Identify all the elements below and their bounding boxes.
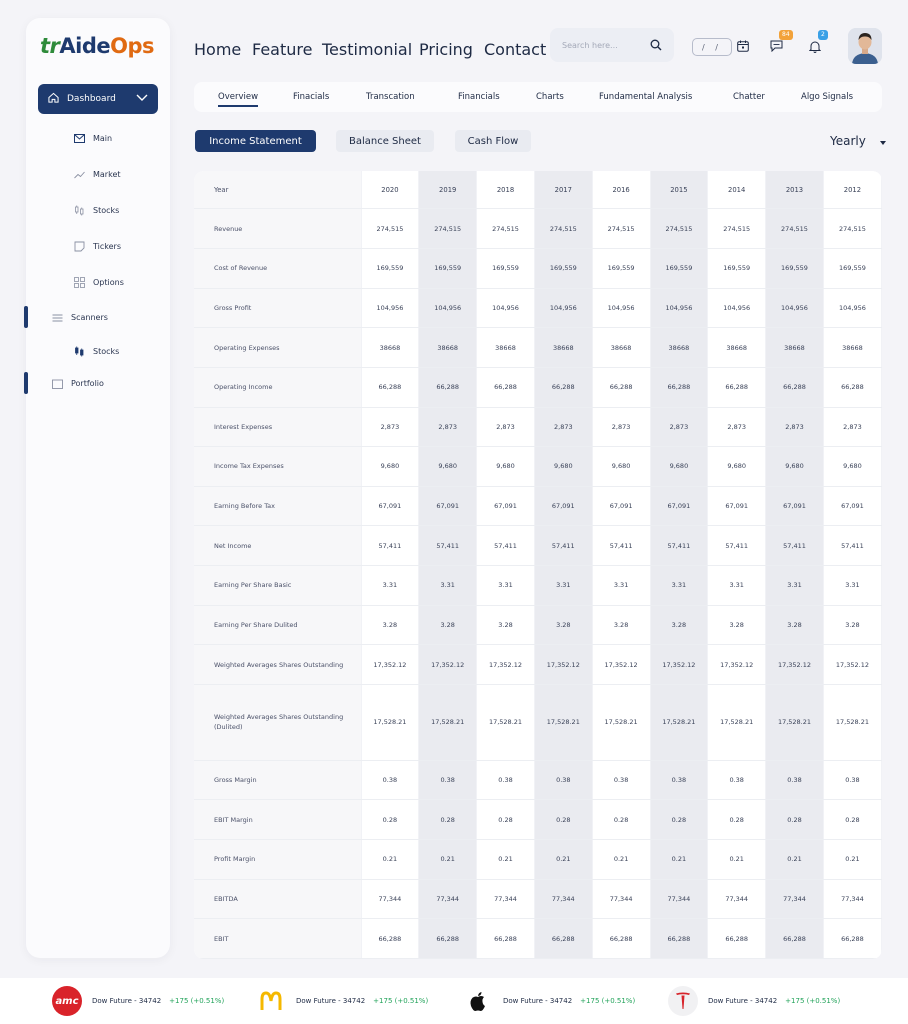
ticker-name: Dow Future - 34742 (503, 997, 573, 1005)
period-select[interactable] (830, 134, 886, 148)
sidebar-item-label: Portfolio (71, 379, 104, 388)
table-cell: 0.28 (592, 800, 650, 840)
year-header: 2020 (361, 171, 419, 209)
row-label: Income Tax Expenses (194, 447, 361, 487)
sidebar-item-options[interactable] (74, 277, 124, 288)
table-row (194, 839, 882, 879)
mcdonalds-logo (256, 986, 286, 1016)
ticker-item[interactable] (463, 986, 635, 1016)
ticker-change: +175 (+0.51%) (169, 997, 225, 1005)
table-cell: 3.28 (708, 605, 766, 645)
table-cell: 104,956 (766, 288, 824, 328)
row-label: Cost of Revenue (194, 248, 361, 288)
table-cell: 77,344 (766, 879, 824, 919)
scanner-icon (52, 312, 63, 323)
sidebar-item-label: Stocks (93, 206, 120, 215)
table-cell: 38668 (361, 328, 419, 368)
table-cell: 104,956 (650, 288, 708, 328)
table-cell: 77,344 (650, 879, 708, 919)
table-cell: 104,956 (592, 288, 650, 328)
row-label: EBIT Margin (194, 800, 361, 840)
table-cell: 169,559 (477, 248, 535, 288)
table-cell: 17,528.21 (823, 685, 881, 761)
tesla-logo (668, 986, 698, 1016)
table-cell: 66,288 (534, 919, 592, 959)
table-row (194, 919, 882, 959)
table-cell: 0.38 (419, 760, 477, 800)
table-cell: 2,873 (592, 407, 650, 447)
table-cell: 9,680 (477, 447, 535, 487)
table-header-row (194, 171, 882, 209)
ticker-name: Dow Future - 34742 (92, 997, 162, 1005)
table-cell: 3.31 (766, 566, 824, 606)
table-cell: 9,680 (534, 447, 592, 487)
table-cell: 169,559 (592, 248, 650, 288)
table-row (194, 566, 882, 606)
avatar[interactable] (848, 28, 882, 64)
year-header: 2013 (766, 171, 824, 209)
ticker-item[interactable] (668, 986, 840, 1016)
sidebar-item-label: Tickers (93, 242, 121, 251)
table-cell: 0.21 (766, 839, 824, 879)
nav-contact[interactable]: Contact (484, 40, 547, 59)
nav-pricing[interactable]: Pricing (419, 40, 473, 59)
table-cell: 17,352.12 (708, 645, 766, 685)
table-cell: 17,352.12 (766, 645, 824, 685)
table-cell: 9,680 (361, 447, 419, 487)
table-cell: 0.21 (650, 839, 708, 879)
apple-logo (463, 986, 493, 1016)
table-row (194, 526, 882, 566)
table-cell: 3.31 (361, 566, 419, 606)
table-cell: 0.38 (766, 760, 824, 800)
table-cell: 0.38 (534, 760, 592, 800)
row-label: Operating Income (194, 367, 361, 407)
table-cell: 274,515 (708, 209, 766, 249)
row-label: Net Income (194, 526, 361, 566)
table-cell: 77,344 (708, 879, 766, 919)
table-cell: 66,288 (477, 919, 535, 959)
table-cell: 2,873 (708, 407, 766, 447)
ticker-change: +175 (+0.51%) (785, 997, 841, 1005)
table-cell: 9,680 (766, 447, 824, 487)
table-cell: 0.28 (534, 800, 592, 840)
table-cell: 104,956 (823, 288, 881, 328)
table-cell: 3.28 (592, 605, 650, 645)
row-label: Weighted Averages Shares Outstanding (194, 645, 361, 685)
table-cell: 38668 (823, 328, 881, 368)
table-cell: 0.38 (650, 760, 708, 800)
nav-testimonial[interactable]: Testimonial (322, 40, 413, 59)
table-cell: 67,091 (361, 486, 419, 526)
table-cell: 169,559 (419, 248, 477, 288)
row-label: Earning Per Share Basic (194, 566, 361, 606)
table-cell: 104,956 (477, 288, 535, 328)
table-cell: 67,091 (477, 486, 535, 526)
table-cell: 77,344 (361, 879, 419, 919)
table-cell: 66,288 (766, 367, 824, 407)
stocks-icon (74, 346, 85, 357)
table-cell: 77,344 (419, 879, 477, 919)
table-row (194, 605, 882, 645)
table-cell: 0.28 (766, 800, 824, 840)
table-cell: 0.21 (534, 839, 592, 879)
chevron-down-icon (136, 94, 148, 105)
table-row (194, 248, 882, 288)
sidebar-item-main[interactable] (74, 133, 112, 144)
table-row (194, 800, 882, 840)
table-row (194, 407, 882, 447)
table-row (194, 288, 882, 328)
table-cell: 67,091 (592, 486, 650, 526)
ticker-name: Dow Future - 34742 (708, 997, 778, 1005)
sidebar-item-label: Options (93, 278, 124, 287)
sidebar-item-scanner-stocks[interactable] (74, 346, 119, 357)
table-cell: 3.28 (766, 605, 824, 645)
table-row (194, 447, 882, 487)
income-statement-button[interactable]: Income Statement (195, 130, 316, 152)
table-cell: 0.38 (823, 760, 881, 800)
row-label: Profit Margin (194, 839, 361, 879)
table-cell: 274,515 (766, 209, 824, 249)
ticker-icon (74, 241, 85, 252)
table-cell: 3.31 (708, 566, 766, 606)
table-cell: 9,680 (419, 447, 477, 487)
table-cell: 67,091 (823, 486, 881, 526)
nav-home[interactable]: Home (194, 40, 242, 59)
table-cell: 38668 (534, 328, 592, 368)
table-cell: 104,956 (708, 288, 766, 328)
table-cell: 66,288 (419, 367, 477, 407)
dashboard-button[interactable] (38, 84, 158, 114)
table-cell: 2,873 (477, 407, 535, 447)
row-label: Earning Before Tax (194, 486, 361, 526)
table-cell: 57,411 (361, 526, 419, 566)
active-marker (24, 372, 28, 394)
caret-down-icon (880, 134, 886, 148)
sub-tabs (194, 82, 882, 112)
sidebar-item-scanners[interactable] (52, 312, 108, 323)
sidebar-item-label: Scanners (71, 313, 108, 322)
table-cell: 0.28 (477, 800, 535, 840)
table-cell: 0.38 (477, 760, 535, 800)
table-cell: 57,411 (650, 526, 708, 566)
table-cell: 2,873 (650, 407, 708, 447)
alerts-badge: 2 (818, 30, 828, 40)
table-cell: 2,873 (419, 407, 477, 447)
table-cell: 17,528.21 (766, 685, 824, 761)
table-cell: 3.28 (650, 605, 708, 645)
table-cell: 17,528.21 (708, 685, 766, 761)
table-cell: 66,288 (477, 367, 535, 407)
table-cell: 9,680 (592, 447, 650, 487)
amc-logo: amc (52, 986, 82, 1016)
table-cell: 17,528.21 (419, 685, 477, 761)
row-label: Interest Expenses (194, 407, 361, 447)
table-cell: 17,352.12 (419, 645, 477, 685)
table-cell: 77,344 (823, 879, 881, 919)
table-cell: 57,411 (534, 526, 592, 566)
table-cell: 0.38 (708, 760, 766, 800)
table-cell: 3.31 (477, 566, 535, 606)
table-cell: 3.31 (650, 566, 708, 606)
table-cell: 38668 (650, 328, 708, 368)
mail-icon (74, 133, 85, 144)
table-cell: 77,344 (592, 879, 650, 919)
table-cell: 2,873 (823, 407, 881, 447)
search-bar (550, 28, 674, 62)
table-cell: 0.28 (361, 800, 419, 840)
nav-feature[interactable]: Feature (252, 40, 313, 59)
row-label: Earning Per Share Dulited (194, 605, 361, 645)
ticker-item[interactable] (52, 986, 224, 1016)
dashboard-label: Dashboard (67, 94, 116, 104)
table-cell: 3.28 (419, 605, 477, 645)
table-cell: 17,528.21 (361, 685, 419, 761)
bell-icon[interactable] (809, 40, 821, 53)
table-cell: 57,411 (477, 526, 535, 566)
table-cell: 274,515 (477, 209, 535, 249)
row-label: Operating Expenses (194, 328, 361, 368)
table-cell: 0.38 (592, 760, 650, 800)
table-cell: 38668 (419, 328, 477, 368)
table-cell: 77,344 (477, 879, 535, 919)
table-cell: 0.21 (708, 839, 766, 879)
ticker-bar (0, 978, 908, 1024)
ticker-change: +175 (+0.51%) (580, 997, 636, 1005)
table-cell: 66,288 (823, 367, 881, 407)
table-cell: 104,956 (419, 288, 477, 328)
messages-icon[interactable] (770, 40, 783, 52)
table-cell: 9,680 (650, 447, 708, 487)
table-cell: 17,352.12 (361, 645, 419, 685)
table-cell: 9,680 (708, 447, 766, 487)
cash-flow-button[interactable]: Cash Flow (455, 130, 531, 152)
table-row (194, 645, 882, 685)
tab-charts[interactable]: Charts (536, 92, 564, 102)
year-header: 2018 (477, 171, 535, 209)
table-cell: 0.21 (419, 839, 477, 879)
table-cell: 0.28 (650, 800, 708, 840)
table-cell: 38668 (766, 328, 824, 368)
ticker-name: Dow Future - 34742 (296, 997, 366, 1005)
table-cell: 169,559 (650, 248, 708, 288)
table-cell: 3.28 (823, 605, 881, 645)
table-cell: 3.31 (534, 566, 592, 606)
table-row (194, 328, 882, 368)
table-cell: 2,873 (766, 407, 824, 447)
table-cell: 66,288 (534, 367, 592, 407)
table-cell: 17,528.21 (592, 685, 650, 761)
table-cell: 66,288 (650, 367, 708, 407)
row-label: Gross Profit (194, 288, 361, 328)
table-cell: 3.31 (592, 566, 650, 606)
row-label: Revenue (194, 209, 361, 249)
search-icon[interactable] (650, 39, 662, 51)
table-cell: 169,559 (534, 248, 592, 288)
table-cell: 38668 (592, 328, 650, 368)
sidebar-item-label: Stocks (93, 347, 120, 356)
table-cell: 274,515 (823, 209, 881, 249)
income-statement-table (194, 171, 882, 959)
table-cell: 0.28 (419, 800, 477, 840)
ticker-change: +175 (+0.51%) (373, 997, 429, 1005)
table-cell: 0.21 (823, 839, 881, 879)
table-cell: 2,873 (361, 407, 419, 447)
table-cell: 66,288 (592, 919, 650, 959)
sidebar-item-market[interactable] (74, 169, 121, 180)
messages-badge: 84 (779, 30, 793, 40)
table-cell: 66,288 (361, 919, 419, 959)
table-cell: 77,344 (534, 879, 592, 919)
table-cell: 66,288 (823, 919, 881, 959)
sidebar-item-label: Main (93, 134, 113, 143)
table-cell: 104,956 (361, 288, 419, 328)
table-cell: 66,288 (361, 367, 419, 407)
year-header: 2014 (708, 171, 766, 209)
date-input[interactable]: / / (692, 38, 732, 56)
tab-fundamental-analysis[interactable]: Fundamental Analysis (599, 92, 693, 102)
table-cell: 57,411 (708, 526, 766, 566)
row-label: Weighted Averages Shares Outstanding (Dulited) (194, 685, 361, 761)
stocks-icon (74, 205, 85, 216)
table-cell: 0.28 (823, 800, 881, 840)
table-cell: 17,528.21 (477, 685, 535, 761)
tab-overview[interactable]: Overview (218, 92, 258, 107)
table-cell: 274,515 (419, 209, 477, 249)
table-cell: 67,091 (766, 486, 824, 526)
table-cell: 274,515 (534, 209, 592, 249)
year-header: 2017 (534, 171, 592, 209)
brand-logo[interactable]: trAideOps (40, 34, 155, 58)
table-cell: 38668 (477, 328, 535, 368)
sidebar (26, 18, 170, 958)
year-header: 2012 (823, 171, 881, 209)
table-cell: 17,528.21 (534, 685, 592, 761)
table-cell: 104,956 (534, 288, 592, 328)
balance-sheet-button[interactable]: Balance Sheet (336, 130, 434, 152)
tab-algo-signals[interactable]: Algo Signals (801, 92, 854, 102)
table-row (194, 879, 882, 919)
table-cell: 17,352.12 (650, 645, 708, 685)
table-cell: 57,411 (823, 526, 881, 566)
table-cell: 3.31 (823, 566, 881, 606)
year-header: 2019 (419, 171, 477, 209)
table-cell: 169,559 (708, 248, 766, 288)
tab-chatter[interactable]: Chatter (733, 92, 765, 102)
table-cell: 0.21 (477, 839, 535, 879)
table-cell: 17,352.12 (823, 645, 881, 685)
table-cell: 3.28 (361, 605, 419, 645)
sidebar-item-label: Market (93, 170, 121, 179)
table-cell: 67,091 (534, 486, 592, 526)
calendar-icon[interactable] (737, 40, 749, 52)
table-cell: 169,559 (823, 248, 881, 288)
table-cell: 67,091 (650, 486, 708, 526)
table-cell: 66,288 (592, 367, 650, 407)
table-cell: 9,680 (823, 447, 881, 487)
tab-finacials[interactable]: Finacials (293, 92, 330, 102)
table-cell: 66,288 (708, 367, 766, 407)
grid-icon (74, 277, 85, 288)
sidebar-item-stocks[interactable] (74, 205, 119, 216)
header-label: Year (194, 171, 361, 209)
table-cell: 66,288 (650, 919, 708, 959)
table-cell: 2,873 (534, 407, 592, 447)
table-cell: 274,515 (592, 209, 650, 249)
table-cell: 57,411 (592, 526, 650, 566)
sidebar-item-portfolio[interactable] (52, 378, 104, 389)
row-label: Gross Margin (194, 760, 361, 800)
ticker-item[interactable] (256, 986, 428, 1016)
sidebar-item-tickers[interactable] (74, 241, 121, 252)
table-cell: 3.31 (419, 566, 477, 606)
table-cell: 169,559 (361, 248, 419, 288)
table-cell: 0.21 (592, 839, 650, 879)
table-cell: 67,091 (419, 486, 477, 526)
tab-transcation[interactable]: Transcation (366, 92, 415, 102)
table-cell: 3.28 (477, 605, 535, 645)
table-cell: 169,559 (766, 248, 824, 288)
home-icon (48, 92, 59, 106)
table-cell: 0.38 (361, 760, 419, 800)
table-cell: 57,411 (766, 526, 824, 566)
table-cell: 66,288 (708, 919, 766, 959)
table-row (194, 486, 882, 526)
table-cell: 0.28 (708, 800, 766, 840)
table-cell: 274,515 (361, 209, 419, 249)
table-row (194, 367, 882, 407)
table-cell: 57,411 (419, 526, 477, 566)
trend-icon (74, 169, 85, 180)
table-cell: 17,352.12 (592, 645, 650, 685)
folder-icon (52, 378, 63, 389)
active-marker (24, 306, 28, 328)
search-input[interactable] (562, 41, 642, 50)
table-row (194, 685, 882, 761)
table-row (194, 209, 882, 249)
table-cell: 67,091 (708, 486, 766, 526)
table-cell: 38668 (708, 328, 766, 368)
year-header: 2016 (592, 171, 650, 209)
table-row (194, 760, 882, 800)
period-label: Yearly (830, 134, 866, 148)
row-label: EBITDA (194, 879, 361, 919)
table-cell: 17,352.12 (534, 645, 592, 685)
year-header: 2015 (650, 171, 708, 209)
table-cell: 66,288 (766, 919, 824, 959)
table-cell: 17,352.12 (477, 645, 535, 685)
table-cell: 274,515 (650, 209, 708, 249)
table-cell: 0.21 (361, 839, 419, 879)
table-cell: 17,528.21 (650, 685, 708, 761)
table-cell: 66,288 (419, 919, 477, 959)
row-label: EBIT (194, 919, 361, 959)
table-cell: 3.28 (534, 605, 592, 645)
tab-financials[interactable]: Financials (458, 92, 500, 102)
